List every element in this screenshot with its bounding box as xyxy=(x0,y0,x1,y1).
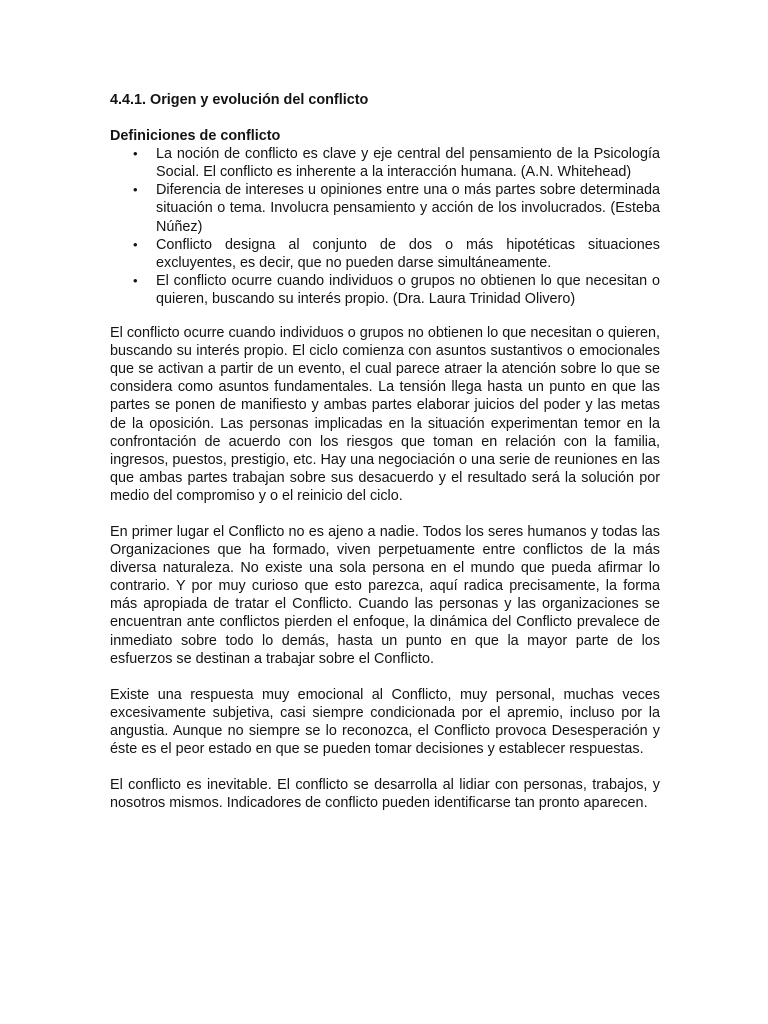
definition-text: Diferencia de intereses u opiniones entre una o más partes sobre determinada situación o tema. Involucra pensamiento y acción de los involucrados. (Esteba Núñez) xyxy=(156,182,660,235)
bullet-icon: • xyxy=(133,236,138,252)
definition-text: El conflicto ocurre cuando individuos o grupos no obtienen lo que necesitan o quieren, buscando su interés propio. (Dra. Laura Trinidad Olivero) xyxy=(156,272,660,307)
body-paragraph-emotional-response: Existe una respuesta muy emocional al Conflicto, muy personal, muchas veces excesivamente subjetiva, casi siempre condicionada por el apremio, incluso por la angustia. Aunque no siempre se lo reconozca, el Conflicto provoca Desesperación y éste es el peor estado en que se pueden tomar decisiones y establecer respuestas. xyxy=(110,686,660,757)
body-paragraph-conflict-inevitable: El conflicto es inevitable. El conflicto se desarrolla al lidiar con personas, trabajos, y nosotros mismos. Indicadores de conflicto pueden identificarse tan pronto aparecen. xyxy=(110,777,660,812)
definition-item xyxy=(110,181,660,235)
bullet-icon: • xyxy=(133,146,138,162)
definition-item xyxy=(110,145,660,181)
definition-item xyxy=(110,272,660,308)
bullet-icon: • xyxy=(133,182,138,198)
definitions-heading: Definiciones de conflicto xyxy=(110,128,281,145)
body-paragraph-conflict-universal: En primer lugar el Conflicto no es ajeno a nadie. Todos los seres humanos y todas las Organizaciones que ha formado, viven perpetuamente entre conflictos de la más diversa naturaleza. No existe una sola persona en el mundo que pueda afirmar lo contrario. Y por muy curioso que esto parezca, aquí radica precisamente, la forma más apropiada de tratar el Conflicto. Cuando las personas y las organizaciones se encuentran ante conflictos pierden el enfoque, la dinámica del Conflicto prevalece de inmediato sobre todo lo demás, hasta un punto en que la mayor parte de los esfuerzos se destinan a trabajar sobre el Conflicto. xyxy=(110,523,660,667)
bullet-icon: • xyxy=(133,272,138,288)
definition-text: Conflicto designa al conjunto de dos o más hipotéticas situaciones excluyentes, es decir, que no pueden darse simultáneamente. xyxy=(156,236,660,271)
definition-text: La noción de conflicto es clave y eje central del pensamiento de la Psicología Social. El conflicto es inherente a la interacción humana. (A.N. Whitehead) xyxy=(156,146,660,181)
body-paragraph-conflict-cycle: El conflicto ocurre cuando individuos o grupos no obtienen lo que necesitan o quieren, buscando su interés propio. El ciclo comienza con asuntos sustantivos o emocionales que se activan a partir de un evento, el cual parece atraer la atención sobre lo que se considera como asuntos fundamentales. La tensión llega hasta un punto en que las partes se ponen de manifiesto y ambas partes elaborar juicios del poder y las metas de la oposición. Las personas implicadas en la situación experimentan temor en la confrontación de acuerdo con los riesgos que toman en relación con la familia, ingresos, puestos, prestigio, etc. Hay una negociación o una serie de reuniones en las que ambas partes trabajan sobre sus desacuerdo y el resultado será la solución por medio del compromiso y o el reinicio del ciclo. xyxy=(110,325,660,504)
definition-item xyxy=(110,236,660,272)
section-title: 4.4.1. Origen y evolución del conflicto xyxy=(110,92,369,108)
definitions-list xyxy=(110,145,660,308)
